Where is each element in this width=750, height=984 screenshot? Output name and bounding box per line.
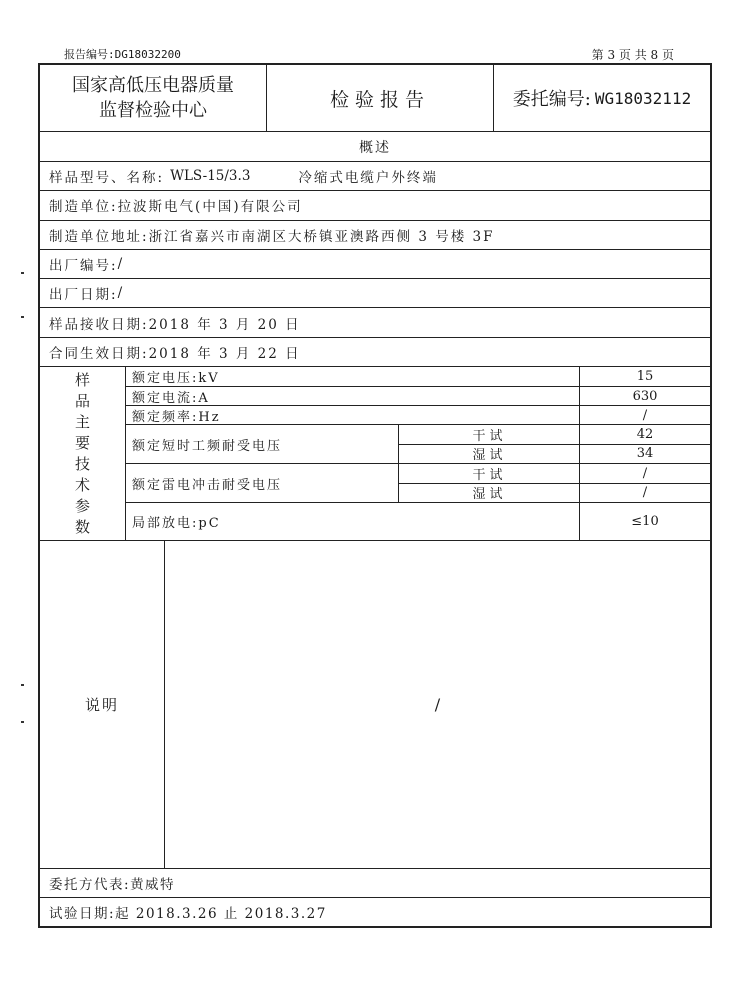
info-row-date bbox=[40, 279, 710, 308]
info-row-received bbox=[40, 308, 710, 337]
subrow-label: 湿试 bbox=[398, 444, 580, 463]
entrust-code: WG18032112 bbox=[594, 88, 692, 108]
subrow-label: 干试 bbox=[398, 425, 580, 444]
rep-label: 委托方代表: bbox=[49, 877, 131, 894]
notes-section bbox=[40, 541, 710, 869]
parameters-label-char: 参 bbox=[74, 497, 90, 516]
param-value: / bbox=[579, 483, 710, 502]
model-value: WLS-15/3.3 bbox=[170, 168, 251, 185]
page-number: 第 3 页 共 8 页 bbox=[591, 48, 674, 62]
subrow-dry bbox=[398, 464, 710, 484]
overview-heading: 概述 bbox=[40, 132, 710, 162]
received-value: 2018 年 3 月 20 日 bbox=[148, 316, 301, 333]
subrow-label: 湿试 bbox=[398, 483, 580, 502]
date-label: 出厂日期: bbox=[49, 287, 118, 304]
test-date-row bbox=[40, 898, 710, 926]
notes-label: 说明 bbox=[40, 541, 165, 868]
parameters-label-char: 数 bbox=[74, 518, 90, 537]
org-line-2: 监督检验中心 bbox=[99, 100, 207, 121]
report-table bbox=[38, 63, 712, 928]
report-number: 报告编号:DG18032200 bbox=[64, 48, 181, 61]
report-kind: 检验报告 bbox=[267, 65, 494, 131]
model-label: 样品型号、名称: bbox=[49, 170, 165, 187]
parameters-label-char: 术 bbox=[74, 476, 90, 495]
subrow-wet bbox=[398, 444, 710, 463]
info-row-contract bbox=[40, 338, 710, 367]
param-name: 额定短时工频耐受电压 bbox=[132, 438, 283, 454]
param-value: 630 bbox=[579, 387, 710, 405]
param-row-frequency bbox=[126, 406, 710, 425]
address-value: 浙江省嘉兴市南湖区大桥镇亚澳路西侧 3 号楼 3F bbox=[148, 228, 495, 245]
param-name: 额定频率:Hz bbox=[132, 409, 221, 425]
parameters-label-char: 品 bbox=[74, 392, 90, 411]
param-value: / bbox=[579, 406, 710, 424]
param-row-lightning bbox=[126, 464, 710, 503]
client-representative-row bbox=[40, 869, 710, 898]
param-row-partial-discharge bbox=[126, 503, 710, 540]
entrust-label: 委托编号: bbox=[512, 89, 591, 110]
info-row-model bbox=[40, 162, 710, 191]
entrust-number bbox=[494, 65, 710, 131]
margin-mark bbox=[21, 684, 24, 686]
maker-label: 制造单位: bbox=[49, 199, 118, 216]
subrow-dry bbox=[398, 425, 710, 445]
param-value: / bbox=[579, 464, 710, 483]
info-row-maker bbox=[40, 191, 710, 220]
serial-label: 出厂编号: bbox=[49, 258, 118, 275]
param-row-voltage bbox=[126, 367, 710, 387]
contract-label: 合同生效日期: bbox=[49, 345, 149, 362]
address-label: 制造单位地址: bbox=[49, 228, 149, 245]
margin-mark bbox=[21, 316, 24, 318]
org-line-1: 国家高低压电器质量 bbox=[72, 75, 234, 96]
date-value: / bbox=[117, 285, 125, 302]
rep-value: 黄威特 bbox=[130, 877, 176, 894]
received-label: 样品接收日期: bbox=[49, 316, 149, 333]
parameters-grid bbox=[126, 367, 710, 540]
organization-name bbox=[40, 65, 267, 131]
parameters-label-char: 要 bbox=[74, 434, 90, 453]
maker-value: 拉波斯电气(中国)有限公司 bbox=[117, 199, 303, 216]
parameters-label-char: 主 bbox=[74, 413, 90, 432]
notes-content: / bbox=[434, 695, 441, 715]
parameters-label-char: 样 bbox=[74, 371, 90, 390]
param-name: 额定电压:kV bbox=[132, 371, 220, 387]
margin-mark bbox=[21, 272, 24, 274]
param-value: 42 bbox=[579, 425, 710, 444]
info-row-serial bbox=[40, 250, 710, 279]
title-row bbox=[40, 65, 710, 132]
param-row-short-time bbox=[126, 425, 710, 464]
test-date-label: 试验日期: bbox=[49, 906, 116, 923]
param-value: ≤10 bbox=[579, 503, 710, 540]
test-date-value: 起 2018.3.26 止 2018.3.27 bbox=[115, 906, 327, 923]
param-value: 15 bbox=[579, 367, 710, 386]
margin-mark bbox=[21, 721, 24, 723]
param-name: 额定雷电冲击耐受电压 bbox=[132, 477, 283, 493]
parameters-label-char: 技 bbox=[74, 455, 90, 474]
parameters-label bbox=[40, 367, 126, 540]
param-name: 额定电流:A bbox=[132, 390, 210, 406]
parameters-section bbox=[40, 367, 710, 541]
param-value: 34 bbox=[579, 444, 710, 463]
subrow-wet bbox=[398, 483, 710, 502]
param-row-current bbox=[126, 387, 710, 406]
param-name: 局部放电:pC bbox=[132, 516, 221, 532]
info-row-address bbox=[40, 221, 710, 250]
contract-value: 2018 年 3 月 22 日 bbox=[148, 345, 301, 362]
serial-value: / bbox=[117, 256, 125, 273]
subrow-label: 干试 bbox=[398, 464, 580, 483]
sample-name: 冷缩式电缆户外终端 bbox=[298, 170, 438, 187]
